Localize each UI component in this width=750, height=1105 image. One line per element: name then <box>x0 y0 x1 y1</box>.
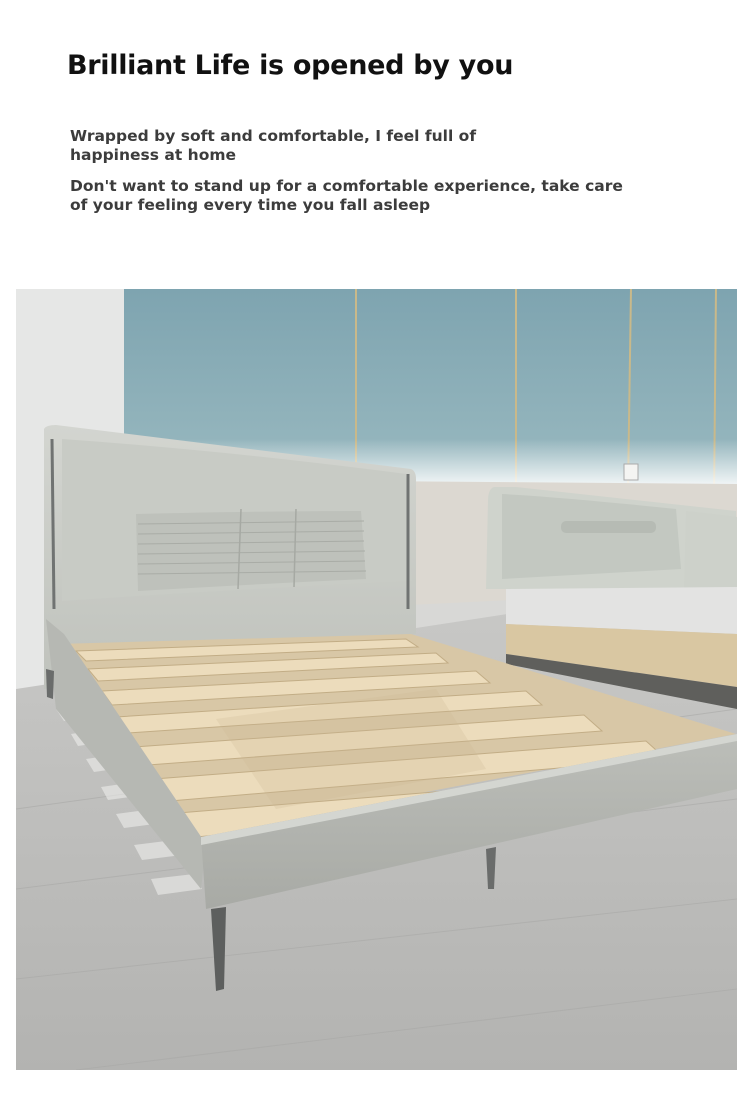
wall-socket <box>624 464 638 480</box>
description-paragraph-1: Wrapped by soft and comfortable, I feel full of happiness at home <box>70 127 477 164</box>
page-title: Brilliant Life is opened by you <box>67 50 514 81</box>
description-paragraph-2: Don't want to stand up for a comfortable experience, take care of your feeling every time you fall asleep <box>70 177 623 214</box>
product-photo <box>16 289 737 1070</box>
